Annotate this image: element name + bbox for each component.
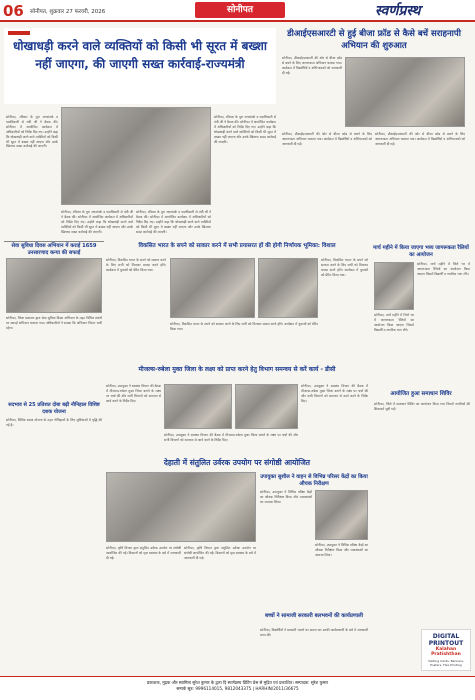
story5-col-1: सोनीपत, उपायुक्त ने स्वास्थ्य विभाग की बैठक में मीजल्स-रुबेला मुक्त जिला बनाने के लक्ष्य पर चर्चा की और सभी विभागों को समन्वय से कार्य करने के निर्देश दिए। xyxy=(106,384,161,403)
lead-column-2: सोनीपत, रविवार के पुरा जनसंपर्क व पदाधिकारी से मंत्री जी ने बैठक की। सोनीपत में आयोजित कार्यक्रम में अधिकारियों को निर्देश दिए गए। उन्होंने कहा कि धोखाधड़ी करने वाले व्यक्तियों को किसी भी सूरत में बख्शा नहीं जाएगा और उनके खिलाफ सख्त कार्रवाई की जाएगी। xyxy=(61,210,133,234)
brand-logo: स्वर्णप्रस्थ xyxy=(375,3,421,19)
story9-body: सोनीपत, विशिष्ट दशक योजना के तहत नौनिहालों के लिए सुविधाओं में वृद्धि की गई है। xyxy=(6,418,102,427)
right-top-headline: डीआईएसआरटी से हुई बीजा फ्रॉड से कैसे बचें सराहनापी अभियान की शुरुआत xyxy=(287,29,461,51)
right-top-col-3: सोनीपत, डीआईएसआरटी की ओर से बीजा फ्रॉड से बचने के लिए जागरूकता अभियान चलाया गया। कार्यक्रम में विद्यार्थियों व अभिभावकों को जानकारी दी गई। xyxy=(375,132,465,146)
lead-column-4: सोनीपत, रविवार के पुरा जनसंपर्क व पदाधिकारी से मंत्री जी ने बैठक की। सोनीपत में आयोजित कार्यक्रम में अधिकारियों को निर्देश दिए गए। उन्होंने कहा कि धोखाधड़ी करने वाले व्यक्तियों को किसी भी सूरत में बख्शा नहीं जाएगा और उनके खिलाफ सख्त कार्रवाई की जाएगी। xyxy=(214,115,276,144)
lead-headline: धोखाधड़ी करने वाले व्यक्तियों को किसी भी सूरत में बख्शा नहीं जाएगा, की जाएगी सख्त कार्रवाई-राज्यमंत्री xyxy=(13,39,267,71)
footer-line-2: सम्पर्क सूत्र: 9996114015, 9812043375 | HARHIN/2011/36675 xyxy=(176,686,299,691)
story5-photo-2 xyxy=(235,384,298,429)
ad-lines: Visiting Cards, Banners, Posters, Flex Printing xyxy=(428,659,464,667)
advertisement xyxy=(421,629,471,671)
story6-headline: आयोजित हुआ समाधान शिविर xyxy=(390,391,452,397)
story4-photo xyxy=(374,262,414,310)
story6-body: सोनीपत, जिले में समाधान शिविर का आयोजन किया गया जिसमें नागरिकों की शिकायतें सुनी गईं। xyxy=(374,402,470,411)
right-top-col-2: सोनीपत, डीआईएसआरटी की ओर से बीजा फ्रॉड से बचने के लिए जागरूकता अभियान चलाया गया। कार्यक्रम में विद्यार्थियों व अभिभावकों को जानकारी दी गई। xyxy=(282,132,372,146)
ad-subtitle: Kalahan Pratishthan xyxy=(431,647,461,657)
story5-headline: मीजल्स-रुबेला मुक्त जिला के लक्ष्य को प्राप्त करने हेतु विभाग समन्वय से करें कार्य - डीसी xyxy=(138,366,336,373)
lead-column-3: सोनीपत, रविवार के पुरा जनसंपर्क व पदाधिकारी से मंत्री जी ने बैठक की। सोनीपत में आयोजित कार्यक्रम में अधिकारियों को निर्देश दिए गए। उन्होंने कहा कि धोखाधड़ी करने वाले व्यक्तियों को किसी भी सूरत में बख्शा नहीं जाएगा और उनके खिलाफ सख्त कार्रवाई की जाएगी। xyxy=(136,210,211,234)
lead-column-1: सोनीपत, रविवार के पुरा जनसंपर्क व पदाधिकारी से मंत्री जी ने बैठक की। सोनीपत में आयोजित कार्यक्रम में अधिकारियों को निर्देश दिए गए। उन्होंने कहा कि धोखाधड़ी करने वाले व्यक्तियों को किसी भी सूरत में बख्शा नहीं जाएगा और उनके खिलाफ सख्त कार्रवाई की जाएगी। xyxy=(6,115,58,149)
right-top-photo xyxy=(345,57,465,127)
lead-marker xyxy=(8,31,30,35)
story10-headline: बच्चों ने सामाजी सरकारी बलभवनों की कार्यप्रणाली xyxy=(264,613,363,619)
story7-col-2: सोनीपत, कृषि विभाग द्वारा संतुलित उर्वरक उपयोग पर संगोष्ठी आयोजित की गई। किसानों को मृदा स्वास्थ्य के बारे में जानकारी दी गई। xyxy=(184,546,256,560)
section-label: सोनीपत xyxy=(195,2,285,18)
story5-caption: सोनीपत, उपायुक्त ने स्वास्थ्य विभाग की बैठक में मीजल्स-रुबेला मुक्त जिला बनाने के लक्ष्य पर चर्चा की और सभी विभागों को समन्वय से कार्य करने के निर्देश दिए। xyxy=(164,433,298,442)
story3-photo-1 xyxy=(170,258,255,318)
story3-col-1: सोनीपत, विकसित भारत के सपने को साकार करने के लिए सभी को मिलकर प्रयास करने होंगे। कार्यक्रम में युवाओं को प्रेरित किया गया। xyxy=(106,258,166,272)
ad-title: DIGITAL PRINTOUT xyxy=(428,633,464,647)
story10-body: सोनीपत, विद्यार्थियों ने सरकारी भवनों का भ्रमण कर उनकी कार्यप्रणाली के बारे में जानकारी प्राप्त की। xyxy=(260,628,368,637)
story8-headline: उपायुक्त सुशील ने वाहन से विभिन्न परिसर केंद्रों का किया औचक निरीक्षण xyxy=(260,474,368,487)
imprint-footer xyxy=(0,676,475,700)
issue-date: सोनीपत, शुक्रवार 27 फरवरी, 2026 xyxy=(30,9,106,15)
story4-col-1: सोनीपत, मार्च महीने में जिले भर में जागरूकता रैलियों का आयोजन किया जाएगा जिसमें विद्यार्थी व नागरिक भाग लेंगे। xyxy=(417,262,470,276)
story8-col-1: सोनीपत, उपायुक्त ने विभिन्न परीक्षा केंद्रों का औचक निरीक्षण किया और व्यवस्थाओं का जायजा लिया। xyxy=(260,490,312,504)
story2-body: सोनीपत, जिला प्रशासन द्वारा सेवा सुविधा दिवस अभियान के तहत विभिन्न स्थानों पर सफाई अभियान चलाया गया। अधिकारियों ने बताया कि अभियान निरंतर जारी रहेगा। xyxy=(6,316,102,330)
story4-col-2: सोनीपत, मार्च महीने में जिले भर में जागरूकता रैलियों का आयोजन किया जाएगा जिसमें विद्यार्थी व नागरिक भाग लेंगे। xyxy=(374,313,414,332)
story3-headline: विकसित भारत के सपने को साकार करने में सभी प्रयासरत हों की होगी निर्णायक भूमिका: विशाल xyxy=(138,243,336,249)
story2-headline: सेवा सुविधा दिवस अभियान में कराई 1659 उनसारणाद कन्या की सफाई xyxy=(11,243,97,256)
lead-photo xyxy=(61,107,211,205)
story7-photo xyxy=(106,472,256,542)
divider xyxy=(4,241,104,242)
story5-col-2: सोनीपत, उपायुक्त ने स्वास्थ्य विभाग की बैठक में मीजल्स-रुबेला मुक्त जिला बनाने के लक्ष्य पर चर्चा की और सभी विभागों को समन्वय से कार्य करने के निर्देश दिए। xyxy=(301,384,368,403)
story7-headline: देहाती में संतुलित उर्वरक उपयोग पर संगोष्ठी आयोजित xyxy=(163,458,311,467)
right-top-col-1: सोनीपत, डीआईएसआरटी की ओर से बीजा फ्रॉड से बचने के लिए जागरूकता अभियान चलाया गया। कार्यक्रम में विद्यार्थियों व अभिभावकों को जानकारी दी गई। xyxy=(282,56,342,75)
story2-photo xyxy=(6,258,102,313)
story4-headline: मार्च महीने में किया जाएगा भव्य जागरूकता रैलियों का आयोजन xyxy=(373,245,469,258)
story7-col-1: सोनीपत, कृषि विभाग द्वारा संतुलित उर्वरक उपयोग पर संगोष्ठी आयोजित की गई। किसानों को मृदा स्वास्थ्य के बारे में जानकारी दी गई। xyxy=(106,546,181,560)
story3-col-3: सोनीपत, विकसित भारत के सपने को साकार करने के लिए सभी को मिलकर प्रयास करने होंगे। कार्यक्रम में युवाओं को प्रेरित किया गया। xyxy=(321,258,368,277)
story8-photo xyxy=(315,490,368,540)
story3-photo-2 xyxy=(258,258,318,318)
footer-line-1: प्रकाशक, मुद्रक और स्वामित्व सुरेश कुमार के द्वारा दि स्वर्णप्रस्थ प्रिंटिंग प्रेस से मुद्रित एवं प्रकाशित। सम्पादक: सुरेश कुमार xyxy=(146,680,329,685)
story8-col-2: सोनीपत, उपायुक्त ने विभिन्न परीक्षा केंद्रों का औचक निरीक्षण किया और व्यवस्थाओं का जायजा लिया। xyxy=(315,543,368,557)
story5-photo-1 xyxy=(164,384,232,429)
story9-headline: सदभाव से 25 प्रतिशत दोबा बढ़ी नौनिहाल विशिष्ट दशक योजना xyxy=(8,402,100,415)
page-number: 06 xyxy=(3,2,24,20)
story3-col-2: सोनीपत, विकसित भारत के सपने को साकार करने के लिए सभी को मिलकर प्रयास करने होंगे। कार्यक्रम में युवाओं को प्रेरित किया गया। xyxy=(170,322,318,331)
